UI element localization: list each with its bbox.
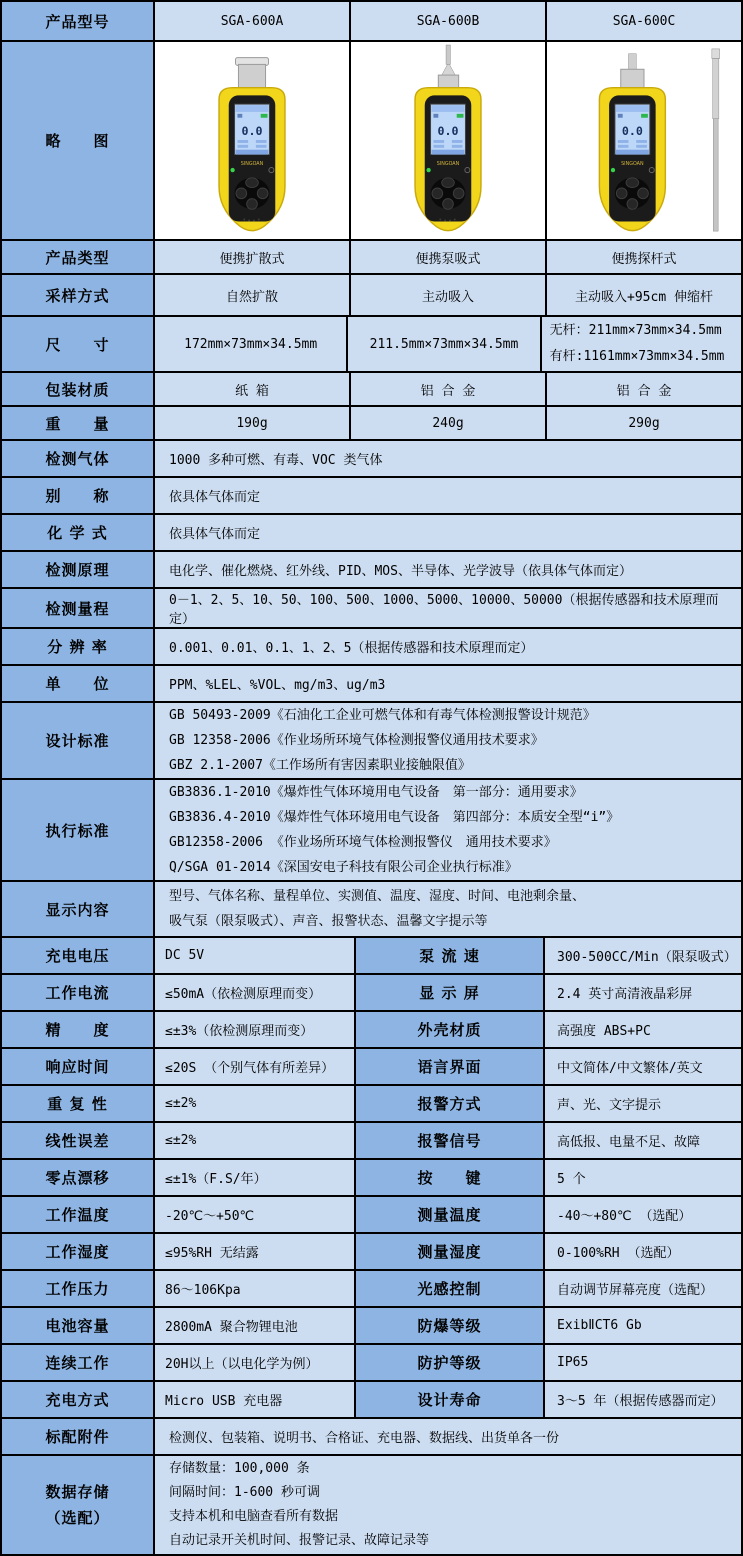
table-row xyxy=(2,317,741,373)
value-cell: 便携探杆式 xyxy=(547,241,741,273)
value-cell: 290g xyxy=(547,407,741,439)
value-cell: 240g xyxy=(351,407,547,439)
standard-line: GB3836.1-2010《爆炸性气体环境用电气设备 第一部分：通用要求》 xyxy=(169,785,583,800)
row-label: 工作电流 xyxy=(2,975,155,1010)
table-row xyxy=(2,1308,741,1345)
value-cell: 3～5 年（根据传感器而定） xyxy=(545,1382,741,1417)
value-cell: 主动吸入 xyxy=(351,275,547,315)
table-row xyxy=(2,441,741,478)
standard-line: GB3836.4-2010《爆炸性气体环境用电气设备 第四部分：本质安全型“i”》 xyxy=(169,810,620,825)
standard-line: GB12358-2006 《作业场所环境气体检测报警仪 通用技术要求》 xyxy=(169,835,557,850)
table-row xyxy=(2,478,741,515)
row-label: 化 学 式 xyxy=(2,515,155,550)
row-label: 重 复 性 xyxy=(2,1086,155,1121)
value-cell: ≤±1%（F.S/年） xyxy=(155,1160,356,1195)
table-row xyxy=(2,373,741,407)
row-label: 充电电压 xyxy=(2,938,155,973)
table-row xyxy=(2,407,741,441)
value-cell: 86～106Kpa xyxy=(155,1271,356,1306)
device-sga-600a-image xyxy=(157,44,347,237)
row-label: 报警方式 xyxy=(356,1086,545,1121)
row-label: 显示内容 xyxy=(2,882,155,936)
screen-reading: 0.0 xyxy=(241,124,263,139)
value-cell: 便携扩散式 xyxy=(155,241,351,273)
row-label: 防护等级 xyxy=(356,1345,545,1380)
value-cell: 300-500CC/Min（限泵吸式） xyxy=(545,938,741,973)
row-label: 测量湿度 xyxy=(356,1234,545,1269)
row-label: 检测气体 xyxy=(2,441,155,476)
brand-label: SINGOAN xyxy=(621,162,644,168)
device-image-cell-c xyxy=(547,42,741,239)
standard-line: GBZ 2.1-2007《工作场所有害因素职业接触限值》 xyxy=(169,758,471,773)
value-cell: ≤±2% xyxy=(155,1123,356,1158)
value-cell: 检测仪、包装箱、说明书、合格证、充电器、数据线、出货单各一份 xyxy=(155,1419,741,1454)
device-sga-600b-image xyxy=(353,44,543,237)
table-row xyxy=(2,1234,741,1271)
table-row xyxy=(2,1049,741,1086)
row-label: 显 示 屏 xyxy=(356,975,545,1010)
table-row xyxy=(2,1123,741,1160)
row-label xyxy=(2,1456,155,1554)
value-cell: 172mm×73mm×34.5mm xyxy=(155,317,348,371)
table-row-accessories xyxy=(2,1419,741,1456)
value-cell: 铝 合 金 xyxy=(547,373,741,405)
row-label: 分 辨 率 xyxy=(2,629,155,664)
value-cell: 依具体气体而定 xyxy=(155,478,741,513)
table-row-display-content xyxy=(2,882,741,938)
value-cell: 主动吸入+95cm 伸缩杆 xyxy=(547,275,741,315)
table-row xyxy=(2,1345,741,1382)
value-cell: IP65 xyxy=(545,1345,741,1380)
value-cell: ExibⅡCT6 Gb xyxy=(545,1308,741,1343)
row-label: 设计寿命 xyxy=(356,1382,545,1417)
value-cell: 20H以上（以电化学为例） xyxy=(155,1345,356,1380)
table-row xyxy=(2,1160,741,1197)
row-label: 设计标准 xyxy=(2,703,155,778)
value-cell: 2800mA 聚合物锂电池 xyxy=(155,1308,356,1343)
row-label: 光感控制 xyxy=(356,1271,545,1306)
display-content-line: 吸气泵（限泵吸式）、声音、报警状态、温馨文字提示等 xyxy=(169,914,488,929)
model-header-sga-600c: SGA-600C xyxy=(547,2,741,40)
value-cell: 0-100%RH （选配） xyxy=(545,1234,741,1269)
table-row-sketch xyxy=(2,42,741,241)
row-label: 采样方式 xyxy=(2,275,155,315)
row-label: 线性误差 xyxy=(2,1123,155,1158)
row-label: 外壳材质 xyxy=(356,1012,545,1047)
value-cell: 自动调节屏幕亮度（选配） xyxy=(545,1271,741,1306)
table-row xyxy=(2,938,741,975)
value-cell: 电化学、催化燃烧、红外线、PID、MOS、半导体、光学波导（依具体气体而定） xyxy=(155,552,741,587)
table-row xyxy=(2,552,741,589)
table-row xyxy=(2,515,741,552)
brand-label: SINGOAN xyxy=(240,162,264,168)
table-row-design-standards xyxy=(2,703,741,780)
table-row xyxy=(2,666,741,703)
row-label: 防爆等级 xyxy=(356,1308,545,1343)
table-row xyxy=(2,975,741,1012)
row-label: 充电方式 xyxy=(2,1382,155,1417)
value-cell: PPM、%LEL、%VOL、mg/m3、ug/m3 xyxy=(155,666,741,701)
row-label: 泵 流 速 xyxy=(356,938,545,973)
storage-label-line1: 数据存储 xyxy=(45,1483,110,1501)
table-row xyxy=(2,629,741,666)
standard-line: GB 50493-2009《石油化工企业可燃气体和有毒气体检测报警设计规范》 xyxy=(169,708,596,723)
storage-label-line2: （选配） xyxy=(45,1509,110,1527)
table-row xyxy=(2,1012,741,1049)
value-cell: 2.4 英寸高清液晶彩屏 xyxy=(545,975,741,1010)
device-image-cell-b xyxy=(351,42,547,239)
row-label: 标配附件 xyxy=(2,1419,155,1454)
value-cell: 0－1、2、5、10、50、100、500、1000、5000、10000、50000（根据传感器和技术原理而定） xyxy=(155,589,741,627)
table-row-data-storage xyxy=(2,1456,741,1554)
row-label: 检测量程 xyxy=(2,589,155,627)
value-cell: 190g xyxy=(155,407,351,439)
standard-line: Q/SGA 01-2014《深国安电子科技有限公司企业执行标准》 xyxy=(169,860,518,875)
storage-line: 存储数量：100,000 条 xyxy=(169,1461,310,1476)
row-label: 测量温度 xyxy=(356,1197,545,1232)
row-label: 连续工作 xyxy=(2,1345,155,1380)
row-label: 零点漂移 xyxy=(2,1160,155,1195)
row-label: 语言界面 xyxy=(356,1049,545,1084)
standard-line: GB 12358-2006《作业场所环境气体检测报警仪通用技术要求》 xyxy=(169,733,544,748)
table-row xyxy=(2,589,741,629)
table-row-header xyxy=(2,2,741,42)
row-label: 执行标准 xyxy=(2,780,155,880)
row-label: 重 量 xyxy=(2,407,155,439)
value-cell: ≤50mA（依检测原理而变） xyxy=(155,975,356,1010)
row-label: 工作温度 xyxy=(2,1197,155,1232)
value-cell xyxy=(155,780,741,880)
value-cell: 铝 合 金 xyxy=(351,373,547,405)
storage-line: 支持本机和电脑查看所有数据 xyxy=(169,1509,339,1524)
row-label: 工作湿度 xyxy=(2,1234,155,1269)
value-cell: -20℃～+50℃ xyxy=(155,1197,356,1232)
value-cell xyxy=(155,882,741,936)
row-label: 工作压力 xyxy=(2,1271,155,1306)
row-label: 别 称 xyxy=(2,478,155,513)
value-cell: 高强度 ABS+PC xyxy=(545,1012,741,1047)
table-row xyxy=(2,275,741,317)
storage-line: 自动记录开关机时间、报警记录、故障记录等 xyxy=(169,1533,430,1548)
table-row xyxy=(2,1382,741,1419)
table-row xyxy=(2,1271,741,1308)
dimension-no-rod: 无杆：211mm×73mm×34.5mm xyxy=(549,323,722,338)
value-cell xyxy=(155,703,741,778)
telescopic-rod xyxy=(712,49,720,231)
table-row-exec-standards xyxy=(2,780,741,882)
storage-line: 间隔时间：1-600 秒可调 xyxy=(169,1485,320,1500)
row-label: 检测原理 xyxy=(2,552,155,587)
value-cell: DC 5V xyxy=(155,938,356,973)
value-cell: 0.001、0.01、0.1、1、2、5（根据传感器和技术原理而定） xyxy=(155,629,741,664)
value-cell: -40～+80℃ （选配） xyxy=(545,1197,741,1232)
value-cell: 自然扩散 xyxy=(155,275,351,315)
row-label: 报警信号 xyxy=(356,1123,545,1158)
table-row xyxy=(2,1197,741,1234)
value-cell xyxy=(542,317,741,371)
value-cell: ≤±2% xyxy=(155,1086,356,1121)
model-header-sga-600b: SGA-600B xyxy=(351,2,547,40)
value-cell: Micro USB 充电器 xyxy=(155,1382,356,1417)
device-image-cell-a xyxy=(155,42,351,239)
display-content-line: 型号、气体名称、量程单位、实测值、温度、湿度、时间、电池剩余量、 xyxy=(169,889,586,904)
screen-reading: 0.0 xyxy=(621,124,643,139)
header-label-cell: 产品型号 xyxy=(2,2,155,40)
value-cell: 纸 箱 xyxy=(155,373,351,405)
value-cell: 依具体气体而定 xyxy=(155,515,741,550)
screen-reading: 0.0 xyxy=(437,124,459,139)
value-cell: 高低报、电量不足、故障 xyxy=(545,1123,741,1158)
table-row xyxy=(2,241,741,275)
row-label: 包装材质 xyxy=(2,373,155,405)
value-cell: 声、光、文字提示 xyxy=(545,1086,741,1121)
row-label: 单 位 xyxy=(2,666,155,701)
row-label: 尺 寸 xyxy=(2,317,155,371)
value-cell: ≤95%RH 无结露 xyxy=(155,1234,356,1269)
row-label: 电池容量 xyxy=(2,1308,155,1343)
dimension-with-rod: 有杆:1161mm×73mm×34.5mm xyxy=(549,349,725,364)
value-cell: 5 个 xyxy=(545,1160,741,1195)
sketch-label-cell: 略 图 xyxy=(2,42,155,239)
device-sga-600c-image xyxy=(549,44,739,237)
row-label: 响应时间 xyxy=(2,1049,155,1084)
value-cell: ≤±3%（依检测原理而变） xyxy=(155,1012,356,1047)
row-label: 精 度 xyxy=(2,1012,155,1047)
row-label: 产品类型 xyxy=(2,241,155,273)
value-cell: ≤20S （个别气体有所差异） xyxy=(155,1049,356,1084)
value-cell: 211.5mm×73mm×34.5mm xyxy=(348,317,541,371)
value-cell: 便携泵吸式 xyxy=(351,241,547,273)
table-row xyxy=(2,1086,741,1123)
value-cell xyxy=(155,1456,741,1554)
brand-label: SINGOAN xyxy=(436,162,460,168)
model-header-sga-600a: SGA-600A xyxy=(155,2,351,40)
row-label: 按 键 xyxy=(356,1160,545,1195)
value-cell: 1000 多种可燃、有毒、VOC 类气体 xyxy=(155,441,741,476)
value-cell: 中文简体/中文繁体/英文 xyxy=(545,1049,741,1084)
